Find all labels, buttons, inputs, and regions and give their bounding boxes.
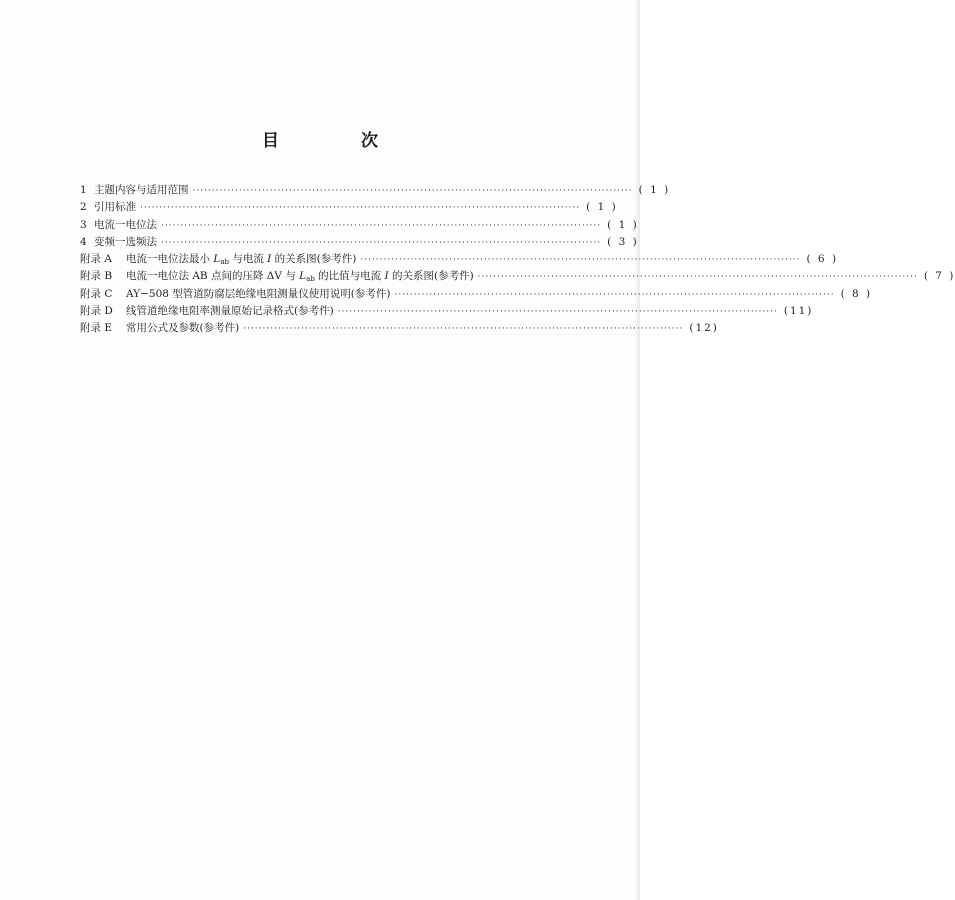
toc-entry-page: ( 7 ) (923, 270, 955, 283)
title-part: 的关系图(参考件) (271, 253, 357, 266)
page-title: 目 次 (262, 131, 416, 151)
toc-leader-dots: ·················································································································· (360, 255, 801, 266)
toc-entry-4[interactable] (80, 234, 639, 251)
toc-entry-number: 1 (80, 184, 87, 196)
toc-leader-dots: ·················································································································· (337, 307, 778, 318)
title-part: 的关系图(参考件) (388, 270, 474, 283)
toc-entry-number: 附录 E (80, 322, 113, 335)
toc-entry-page: ( 8 ) (840, 287, 873, 300)
toc-entry-page: (12) (689, 322, 719, 335)
variable-subscript: ab (306, 275, 315, 284)
toc-leader-dots: ·················································································································· (161, 237, 602, 248)
variable-symbol: I (384, 270, 389, 283)
toc-entry-page: ( 3 ) (607, 235, 639, 248)
variable-symbol: L (213, 253, 221, 266)
title-part: 电流一电位法 AB 点间的压降 ΔV 与 (126, 270, 300, 283)
toc-entry-page: ( 1 ) (586, 201, 618, 214)
toc-entry-appendix-e[interactable] (80, 320, 719, 337)
toc-entry-number: 2 (80, 201, 87, 214)
toc-entry-page: ( 1 ) (607, 218, 639, 231)
toc-leader-dots: ·················································································································· (243, 324, 684, 335)
toc-leader-dots: ·················································································································· (192, 186, 633, 196)
toc-entry-title: 变频一选频法 (94, 235, 157, 248)
toc-entry-number: 附录 B (80, 270, 113, 283)
toc-entry-title: 常用公式及参数(参考件) (126, 322, 240, 335)
toc-entry-appendix-c[interactable] (80, 286, 873, 303)
toc-entry-3[interactable] (80, 217, 639, 234)
variable-symbol: I (267, 253, 272, 266)
toc-entry-appendix-d[interactable] (80, 303, 814, 320)
toc-leader-dots: ·················································································································· (161, 220, 602, 231)
title-part: 与电流 (228, 253, 268, 266)
toc-entry-number: 3 (80, 218, 87, 231)
toc-entry-title: 线管道绝缘电阻率测量原始记录格式(参考件) (126, 305, 334, 318)
variable-subscript: ab (220, 258, 229, 267)
variable-symbol: L (299, 270, 307, 283)
title-part: 电流一电位法最小 (126, 253, 214, 266)
toc-entry-page: ( 6 ) (806, 253, 839, 266)
toc-entry-title: 主题内容与适用范围 (94, 184, 189, 196)
toc-entry-title: AY−508 型管道防腐层绝缘电阻测量仪使用说明(参考件) (126, 287, 391, 300)
toc-entry-2[interactable] (80, 199, 618, 216)
toc-entry-page: ( 1 ) (638, 184, 671, 196)
toc-leader-dots: ·················································································································· (140, 203, 581, 214)
toc-entry-number: 附录 D (80, 305, 113, 318)
toc-entry-number: 附录 C (80, 287, 113, 300)
toc-leader-dots: ·················································································································· (394, 289, 835, 300)
table-of-contents (80, 182, 955, 338)
toc-entry-title: 电流一电位法 (94, 218, 157, 231)
toc-leader-dots: ·················································································································· (477, 272, 918, 283)
toc-entry-1[interactable] (80, 182, 671, 199)
toc-entry-page: (11) (783, 305, 814, 318)
toc-entry-title: 引用标准 (94, 201, 136, 214)
toc-entry-number: 4 (80, 235, 87, 248)
title-part: 的比值与电流 (314, 270, 385, 283)
toc-entry-appendix-b[interactable] (80, 268, 955, 285)
toc-entry-number: 附录 A (80, 253, 112, 266)
toc-entry-appendix-a[interactable] (80, 251, 839, 268)
